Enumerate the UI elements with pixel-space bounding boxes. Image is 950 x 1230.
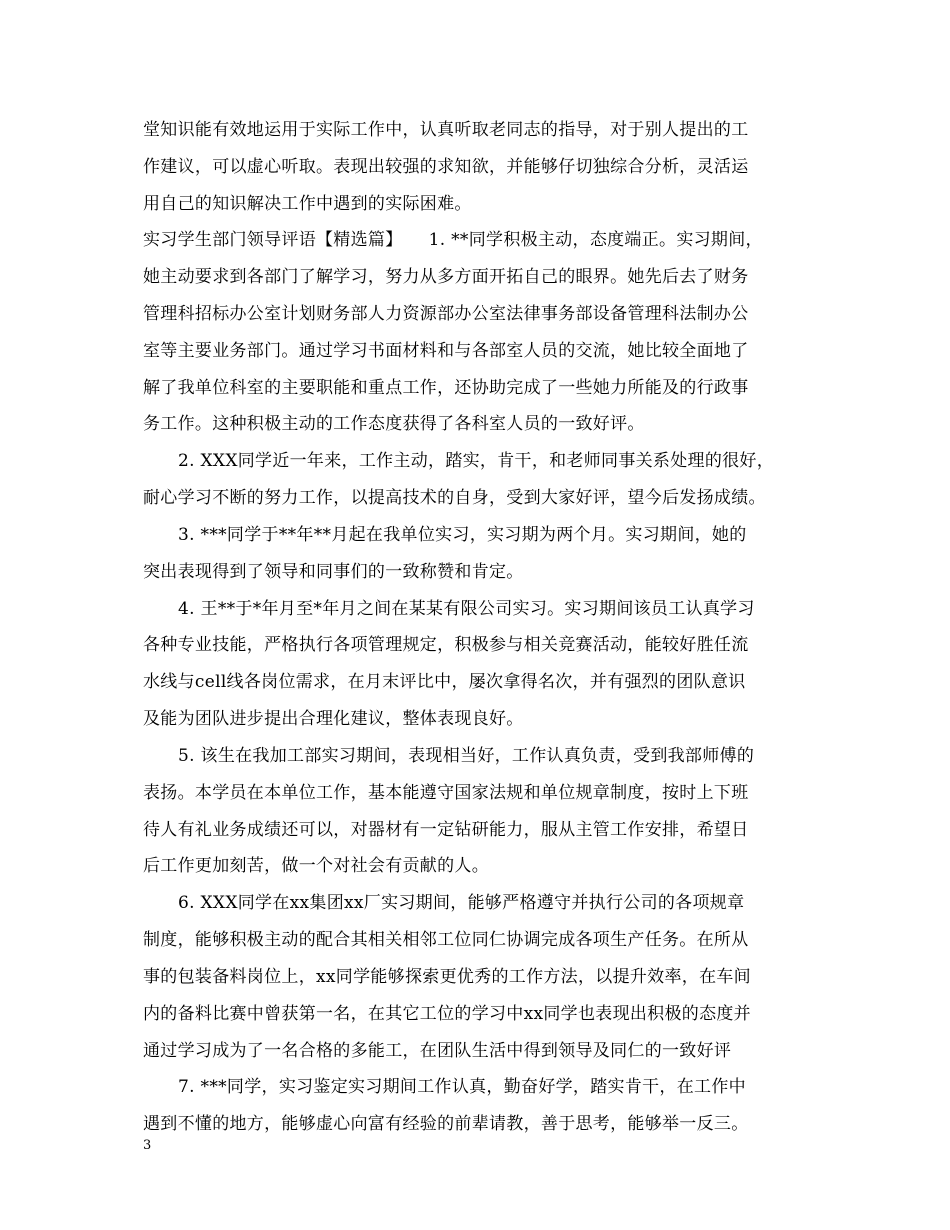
text-line: 事的包装备料岗位上，xx同学能够探索更优秀的工作方法，以提升效率，在车间	[143, 967, 751, 987]
text-line: 7. ***同学，实习鉴定实习期间工作认真，勤奋好学，踏实肯干，在工作中	[178, 1077, 746, 1097]
text-line: 她主动要求到各部门了解学习，努力从多方面开拓自己的眼界。她先后去了财务	[143, 267, 749, 287]
text-line: 遇到不懂的地方，能够虚心向富有经验的前辈请教，善于思考，能够举一反三。	[143, 1114, 749, 1134]
text-line: 通过学习成为了一名合格的多能工，在团队生活中得到领导及同仁的一致好评	[143, 1041, 732, 1061]
text-line: 待人有礼业务成绩还可以，对器材有一定钻研能力，服从主管工作安排，希望日	[143, 820, 749, 840]
text-line: 及能为团队进步提出合理化建议，整体表现良好。	[143, 709, 524, 729]
text-line: 3. ***同学于**年**月起在我单位实习，实习期为两个月。实习期间，她的	[178, 525, 747, 545]
text-line: 室等主要业务部门。通过学习书面材料和与各部室人员的交流，她比较全面地了	[143, 341, 749, 361]
text-line: 4. 王**于*年月至*年月之间在某某有限公司实习。实习期间该员工认真学习	[178, 599, 755, 619]
text-line: 管理科招标办公室计划财务部人力资源部办公室法律事务部设备管理科法制办公	[143, 304, 749, 324]
text-line: 用自己的知识解决工作中遇到的实际困难。	[143, 194, 472, 214]
text-line: 2. XXX同学近一年来，工作主动，踏实，肯干，和老师同事关系处理的很好，	[178, 451, 775, 471]
text-line: 作建议，可以虚心听取。表现出较强的求知欲，并能够仔切独综合分析，灵活运	[143, 157, 749, 177]
text-line: 解了我单位科室的主要职能和重点工作，还协助完成了一些她力所能及的行政事	[143, 378, 749, 398]
text-line: 耐心学习不断的努力工作，以提高技术的自身，受到大家好评，望今后发扬成绩。	[143, 488, 766, 508]
text-line: 后工作更加刻苦，做一个对社会有贡献的人。	[143, 856, 489, 876]
page-number: 3	[143, 1138, 152, 1153]
text-line: 水线与cell线各岗位需求，在月末评比中，屡次拿得名次，并有强烈的团队意识	[143, 672, 746, 692]
text-line: 实习学生部门领导评语【精选篇】 1. **同学积极主动，态度端正。实习期间，	[143, 230, 763, 250]
text-line: 务工作。这种积极主动的工作态度获得了各科室人员的一致好评。	[143, 414, 645, 434]
text-line: 6. XXX同学在xx集团xx厂实习期间，能够严格遵守并执行公司的各项规章	[178, 893, 745, 913]
text-line: 制度，能够积极主动的配合其相关相邻工位同仁协调完成各项生产任务。在所从	[143, 930, 749, 950]
text-line: 内的备料比赛中曾获第一名，在其它工位的学习中xx同学也表现出积极的态度并	[143, 1004, 751, 1024]
text-line: 表扬。本学员在本单位工作，基本能遵守国家法规和单位规章制度，按时上下班	[143, 783, 749, 803]
text-line: 突出表现得到了领导和同事们的一致称赞和肯定。	[143, 562, 524, 582]
text-line: 堂知识能有效地运用于实际工作中，认真听取老同志的指导，对于别人提出的工	[143, 120, 749, 140]
text-line: 各种专业技能，严格执行各项管理规定，积极参与相关竞赛活动，能较好胜任流	[143, 635, 749, 655]
text-line: 5. 该生在我加工部实习期间，表现相当好，工作认真负责，受到我部师傅的	[178, 746, 755, 766]
